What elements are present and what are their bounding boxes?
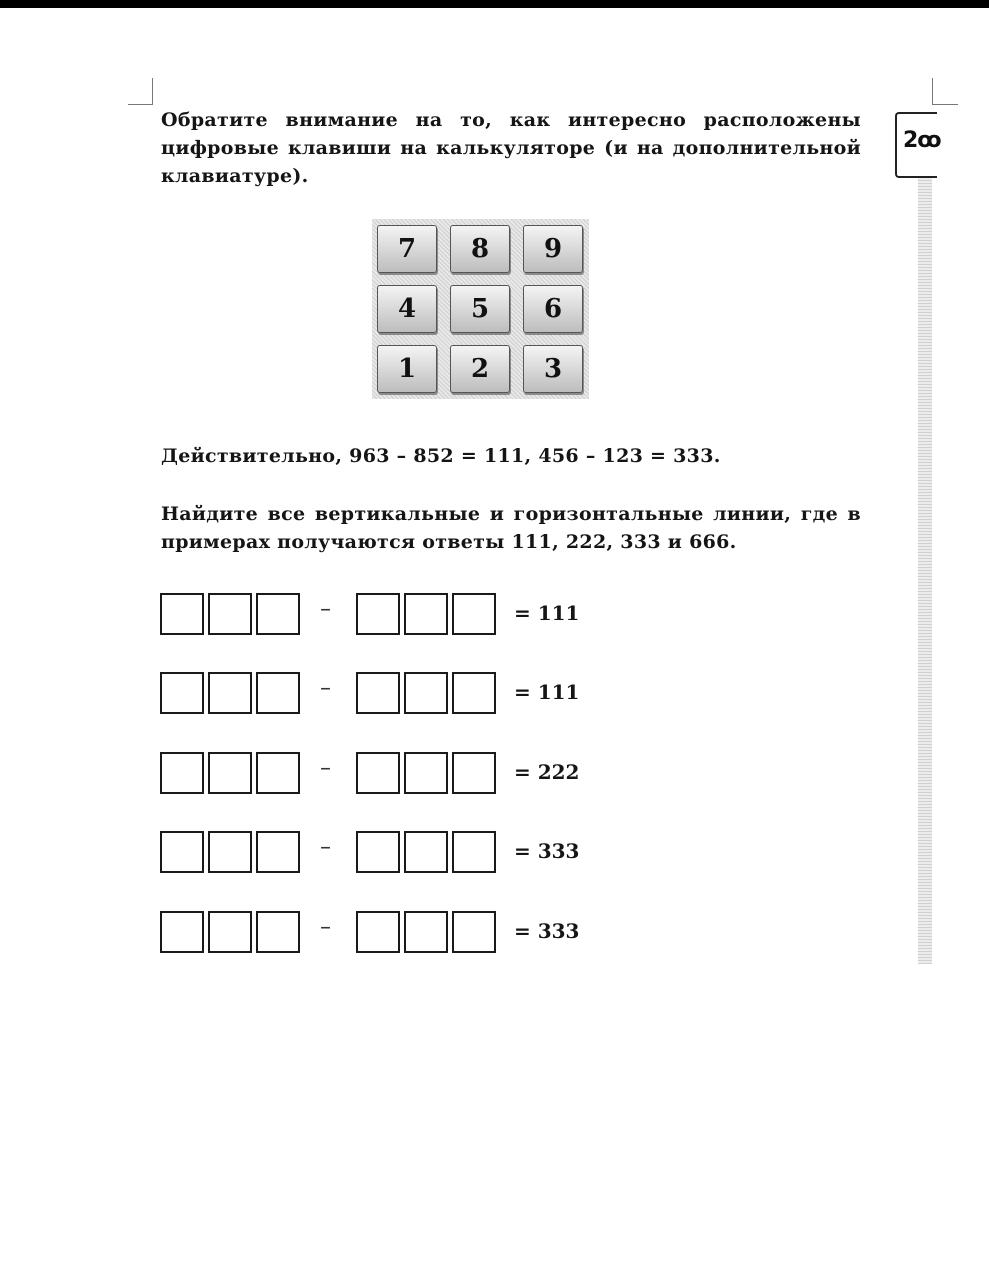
exercise-result: = 111: [514, 601, 580, 625]
crop-mark-top-left-horizontal: [128, 104, 153, 105]
answer-box[interactable]: [404, 672, 448, 714]
answer-box[interactable]: [256, 672, 300, 714]
answer-box[interactable]: [404, 831, 448, 873]
answer-box[interactable]: [208, 752, 252, 794]
answer-box[interactable]: [208, 911, 252, 953]
exercise-result: = 222: [514, 760, 580, 784]
exercise-row: [160, 752, 620, 796]
crop-mark-top-right-horizontal: [932, 104, 958, 105]
intro-paragraph: Обратите внимание на то, как интересно расположены цифровые клавиши на калькуляторе (и на дополнительной клавиатуре).: [161, 109, 861, 187]
answer-box[interactable]: [452, 672, 496, 714]
page: [0, 8, 989, 1264]
answer-box[interactable]: [160, 672, 204, 714]
crop-mark-top-right-vertical: [932, 78, 933, 104]
answer-box[interactable]: [356, 593, 400, 635]
example-paragraph: Действительно, 963 – 852 = 111, 456 – 123 = 333.: [161, 445, 721, 467]
exercise-result: = 111: [514, 680, 580, 704]
minus-sign: –: [320, 756, 331, 781]
exercise-row: [160, 831, 620, 875]
minus-sign: –: [320, 835, 331, 860]
chapter-tab: [895, 112, 941, 178]
key-8: 8: [450, 225, 510, 273]
answer-box[interactable]: [452, 831, 496, 873]
margin-shade-bar: [918, 148, 932, 964]
answer-box[interactable]: [356, 911, 400, 953]
key-4: 4: [377, 285, 437, 333]
answer-box[interactable]: [452, 752, 496, 794]
chapter-tab-label: 2ꝏ: [903, 128, 941, 153]
answer-box[interactable]: [256, 593, 300, 635]
answer-box[interactable]: [356, 672, 400, 714]
answer-box[interactable]: [160, 593, 204, 635]
answer-box[interactable]: [404, 752, 448, 794]
answer-box[interactable]: [404, 911, 448, 953]
key-9: 9: [523, 225, 583, 273]
answer-box[interactable]: [208, 831, 252, 873]
task-paragraph: Найдите все вертикальные и горизонтальные линии, где в примерах получаются ответы 111, 222, 333 и 666.: [161, 503, 861, 553]
minus-sign: –: [320, 915, 331, 940]
key-7: 7: [377, 225, 437, 273]
key-2: 2: [450, 345, 510, 393]
key-1: 1: [377, 345, 437, 393]
answer-box[interactable]: [256, 752, 300, 794]
key-5: 5: [450, 285, 510, 333]
answer-box[interactable]: [404, 593, 448, 635]
exercise-result: = 333: [514, 919, 580, 943]
answer-box[interactable]: [356, 831, 400, 873]
answer-box[interactable]: [208, 593, 252, 635]
minus-sign: –: [320, 676, 331, 701]
key-6: 6: [523, 285, 583, 333]
exercise-row: [160, 672, 620, 716]
answer-box[interactable]: [160, 911, 204, 953]
answer-box[interactable]: [208, 672, 252, 714]
crop-mark-top-left-vertical: [152, 78, 153, 104]
answer-box[interactable]: [452, 911, 496, 953]
answer-box[interactable]: [160, 831, 204, 873]
key-3: 3: [523, 345, 583, 393]
exercise-result: = 333: [514, 839, 580, 863]
calculator-keypad: [372, 219, 589, 399]
answer-box[interactable]: [452, 593, 496, 635]
answer-box[interactable]: [256, 911, 300, 953]
answer-box[interactable]: [160, 752, 204, 794]
exercise-row: [160, 911, 620, 955]
answer-box[interactable]: [356, 752, 400, 794]
minus-sign: –: [320, 597, 331, 622]
answer-box[interactable]: [256, 831, 300, 873]
exercise-row: [160, 593, 620, 637]
